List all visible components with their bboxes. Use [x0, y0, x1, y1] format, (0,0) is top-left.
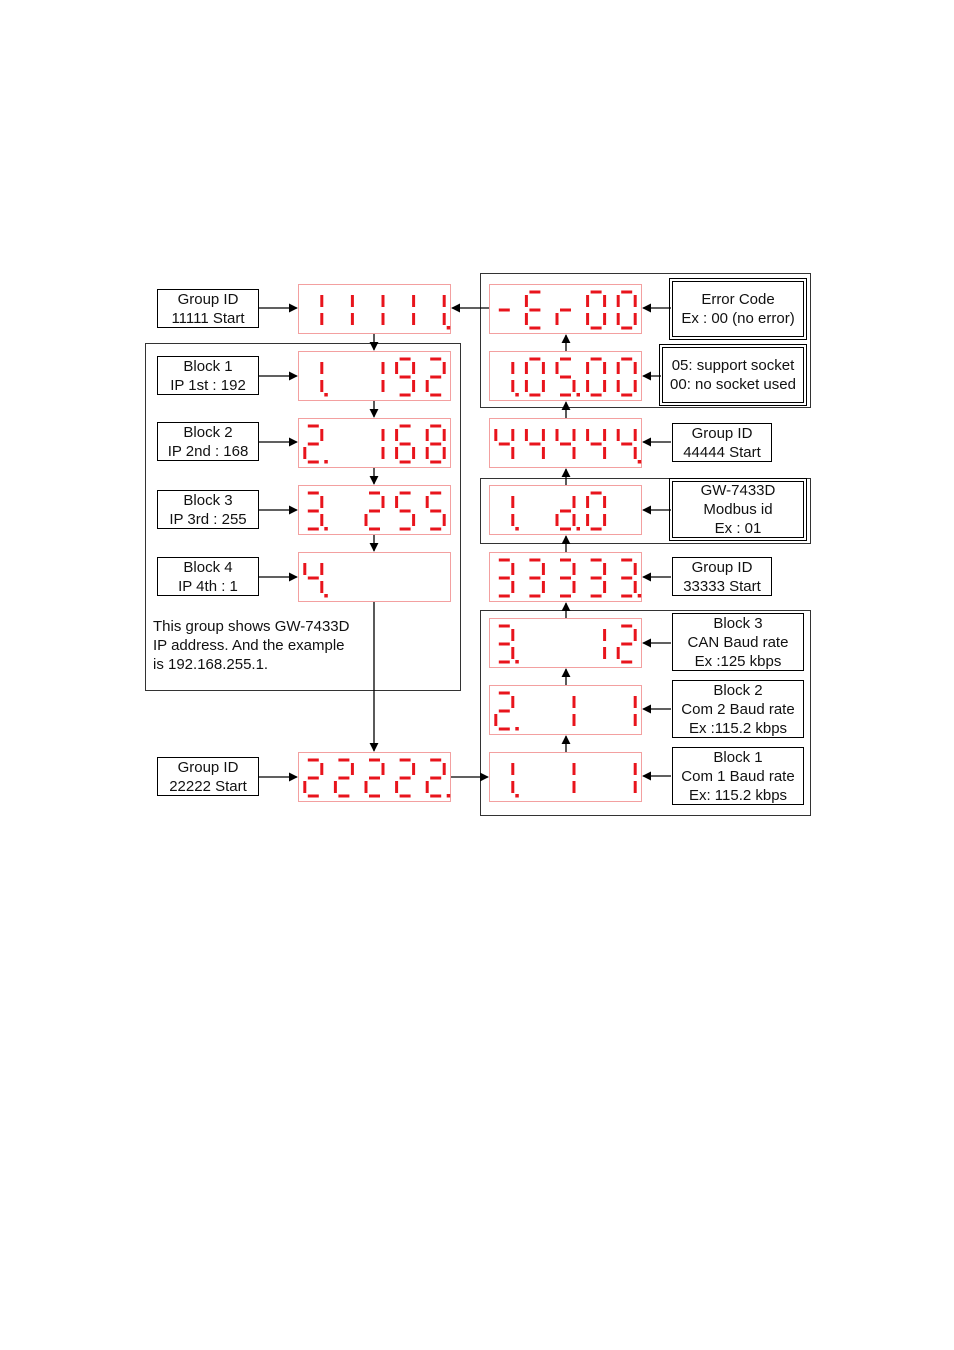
label-line: Block 1: [183, 357, 233, 375]
label-line: Modbus id: [703, 501, 773, 518]
label-line: Block 2: [713, 681, 763, 699]
label-line: Com 2 Baud rate: [681, 700, 795, 718]
label-line: 11111 Start: [171, 309, 245, 327]
label-line: Group ID: [691, 558, 753, 576]
label-line: Ex: 115.2 kbps: [688, 786, 788, 804]
note-line: is 192.168.255.1.: [153, 656, 269, 673]
note-line: This group shows GW-7433D: [153, 618, 350, 635]
label-line: 00: no socket used: [670, 376, 796, 393]
label-line: Ex : 00 (no error): [681, 310, 795, 327]
label-line: IP 3rd : 255: [169, 510, 247, 528]
label-line: Error Code: [701, 291, 775, 308]
label-line: Group ID: [177, 758, 239, 776]
label-line: Block 4: [183, 558, 233, 576]
label-line: GW-7433D: [700, 482, 776, 499]
label-line: Group ID: [691, 424, 753, 442]
note-line: IP address. And the example: [153, 637, 345, 654]
label-line: Com 1 Baud rate: [681, 767, 795, 785]
label-line: Block 2: [183, 423, 233, 441]
label-line: Group ID: [177, 290, 239, 308]
label-line: Block 3: [183, 491, 233, 509]
label-line: 33333 Start: [683, 577, 761, 595]
label-line: 22222 Start: [169, 777, 247, 795]
label-line: Ex : 01: [714, 520, 762, 537]
label-line: Block 1: [713, 748, 763, 766]
label-line: 05: support socket: [671, 357, 795, 374]
label-line: Ex :115.2 kbps: [688, 719, 788, 737]
label-line: CAN Baud rate: [687, 633, 789, 651]
label-line: Block 3: [713, 614, 763, 632]
label-line: IP 1st : 192: [170, 376, 246, 394]
label-line: 44444 Start: [683, 443, 761, 461]
label-line: IP 4th : 1: [178, 577, 238, 595]
label-line: Ex :125 kbps: [694, 652, 782, 670]
label-line: IP 2nd : 168: [167, 442, 249, 460]
